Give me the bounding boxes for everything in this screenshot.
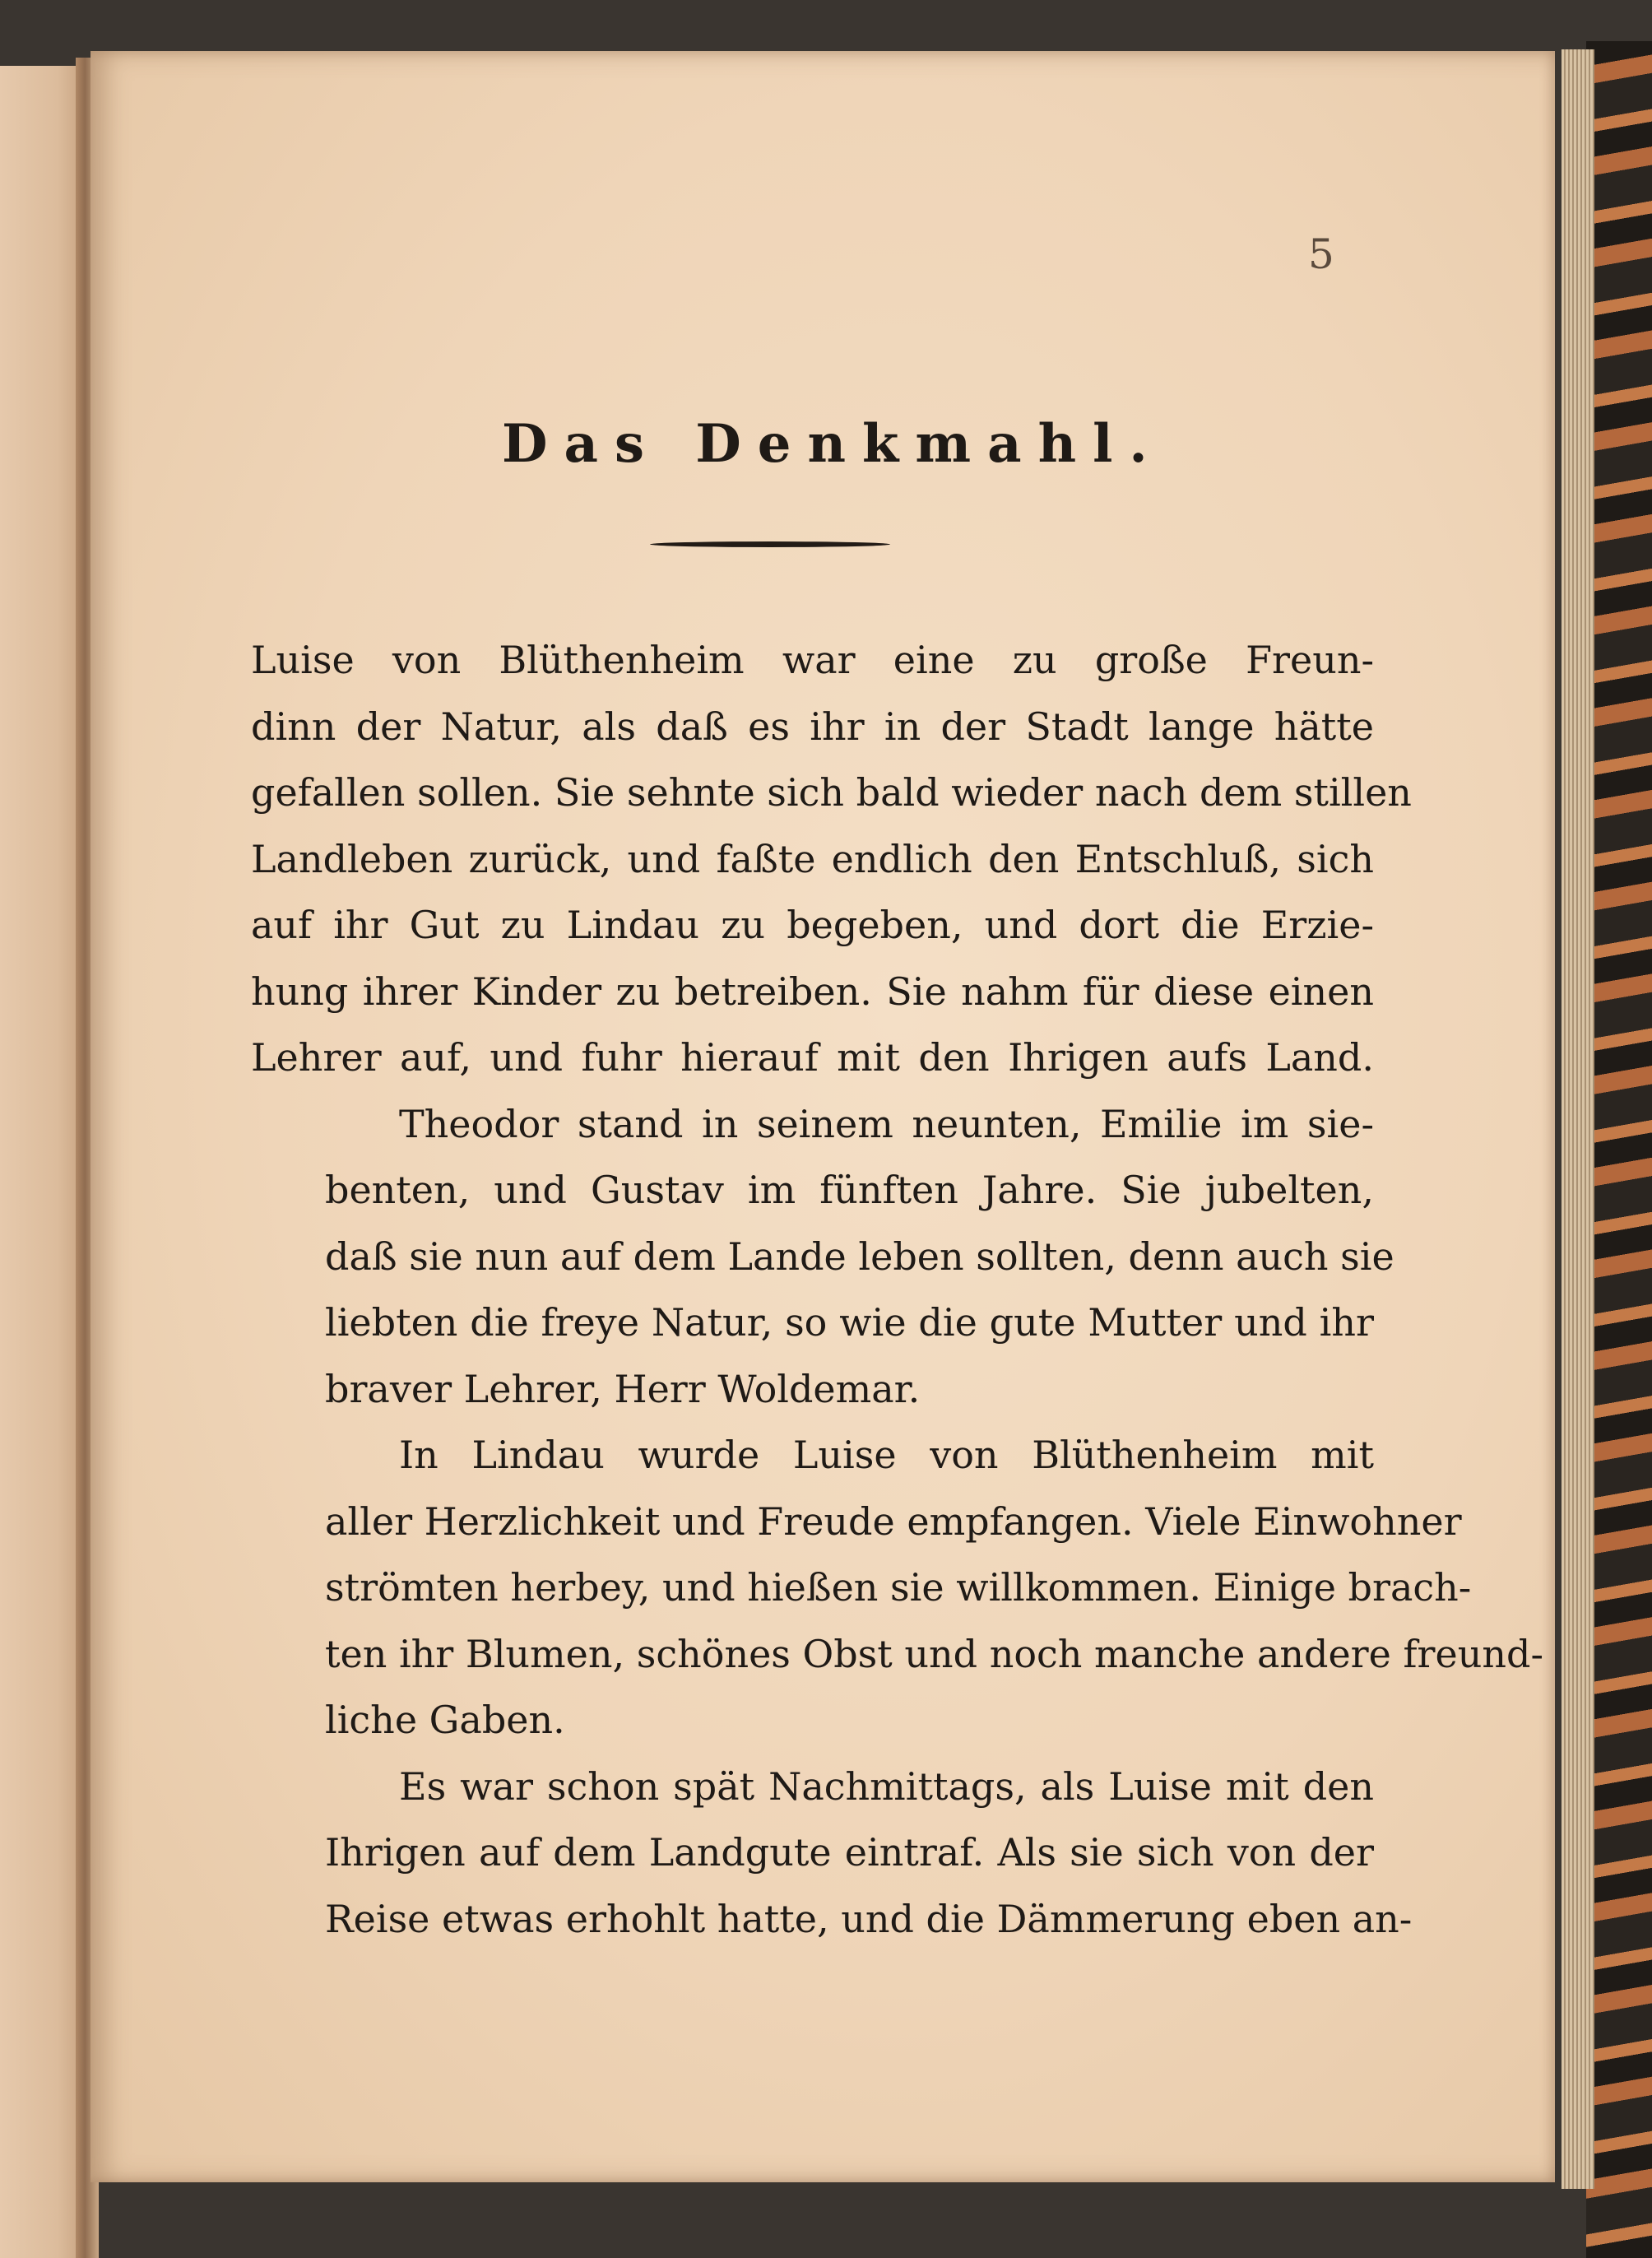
text-line: benten, und Gustav im fünften Jahre. Sie jubelten, xyxy=(325,1168,1374,1212)
text-line: Theodor stand in seinem neunten, Emilie im sie- xyxy=(399,1101,1374,1146)
text-line: Luise von Blüthenheim war eine zu große Freun- xyxy=(251,638,1374,682)
text-line: liche Gaben. xyxy=(325,1698,565,1742)
book-page xyxy=(90,51,1555,2182)
page-number: 5 xyxy=(1308,230,1334,278)
text-line: Es war schon spät Nachmittags, als Luise mit den xyxy=(399,1763,1374,1809)
body-text xyxy=(251,627,1543,1952)
marbled-cover-edge xyxy=(1586,41,1652,2258)
text-line: strömten herbey, und hießen sie willkommen. Einige brach- xyxy=(325,1565,1472,1610)
text-line: Ihrigen auf dem Landgute eintraf. Als sie sich von der xyxy=(325,1830,1374,1875)
text-line: braver Lehrer, Herr Woldemar. xyxy=(325,1366,921,1411)
text-line: dinn der Natur, als daß es ihr in der Stadt lange hätte xyxy=(251,704,1374,749)
paragraph-2 xyxy=(251,1091,1394,1423)
text-line: aller Herzlichkeit und Freude empfangen. Viele Einwohner xyxy=(325,1498,1462,1544)
paragraph-4 xyxy=(251,1754,1413,1953)
text-line: liebten die freye Natur, so wie die gute Mutter und ihr xyxy=(325,1300,1374,1345)
chapter-title: Das Denkmahl. xyxy=(502,413,1164,475)
left-page-edge xyxy=(0,66,82,2258)
text-line: gefallen sollen. Sie sehnte sich bald wieder nach dem stillen xyxy=(251,770,1412,815)
text-line: Lehrer auf, und fuhr hierauf mit den Ihrigen aufs Land. xyxy=(251,1035,1374,1080)
text-line: daß sie nun auf dem Lande leben sollten, denn auch sie xyxy=(325,1234,1394,1279)
text-line: hung ihrer Kinder zu betreiben. Sie nahm für diese einen xyxy=(251,969,1374,1014)
text-line: In Lindau wurde Luise von Blüthenheim mit xyxy=(399,1433,1374,1477)
paragraph-3 xyxy=(251,1422,1543,1754)
text-line: ten ihr Blumen, schönes Obst und noch manche andere freund- xyxy=(325,1631,1543,1676)
text-line: Reise etwas erhohlt hatte, und die Dämmerung eben an- xyxy=(325,1896,1413,1941)
paragraph-1 xyxy=(251,627,1412,1091)
page-stack-edge xyxy=(1562,49,1594,2189)
text-line: Landleben zurück, und faßte endlich den Entschluß, sich xyxy=(251,836,1374,881)
text-line: auf ihr Gut zu Lindau zu begeben, und dort die Erzie- xyxy=(251,903,1374,947)
title-rule xyxy=(650,541,890,547)
